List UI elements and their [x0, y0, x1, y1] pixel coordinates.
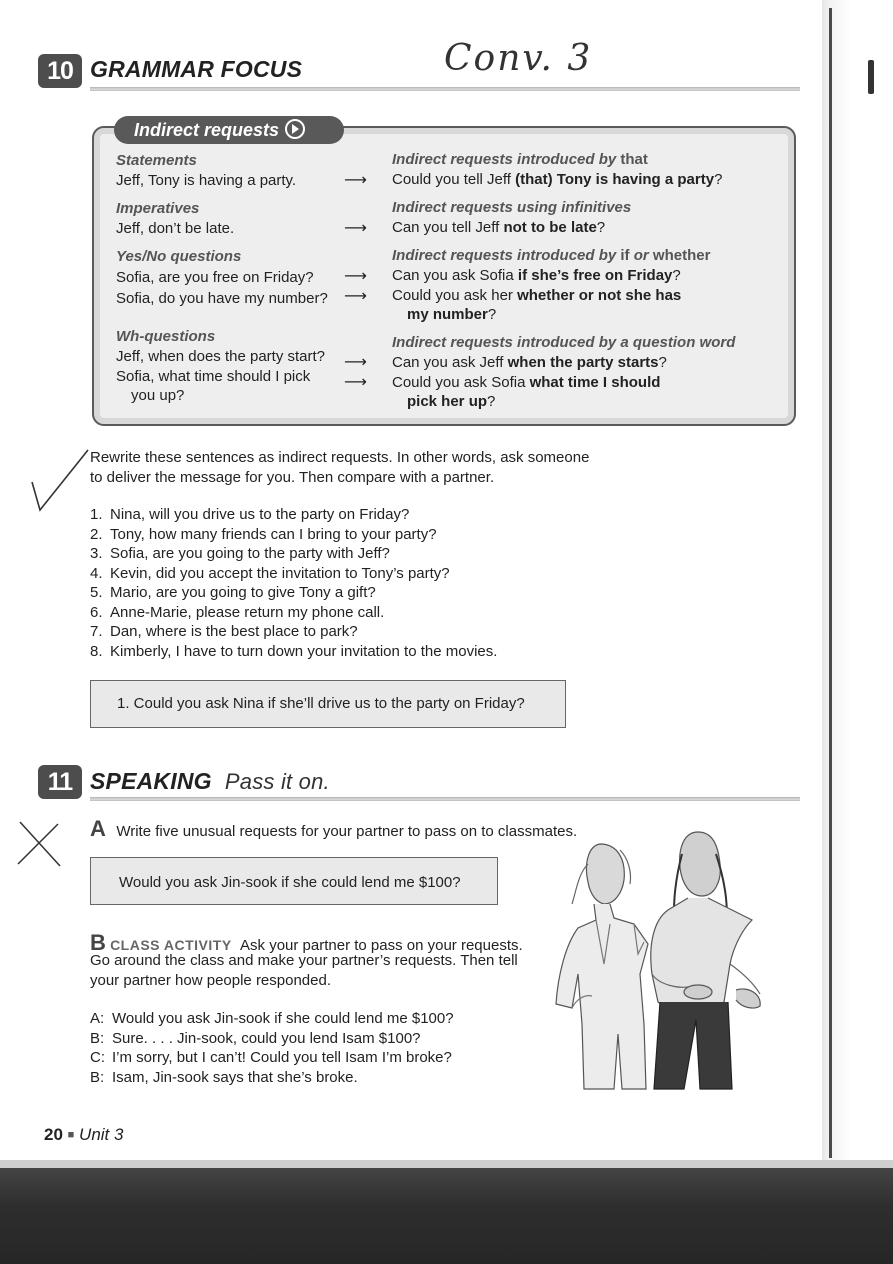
part-b-line-1: Ask your partner to pass on your requests.: [240, 937, 523, 954]
list-item: 1. Nina, will you drive us to the party on Friday?: [90, 506, 410, 523]
wh-example-1: Jeff, when does the party start?: [116, 348, 326, 365]
yesno-example-2: Sofia, do you have my number?: [116, 290, 328, 307]
part-b: [90, 930, 550, 992]
part-a: [90, 816, 577, 842]
handwritten-cross-icon: [14, 818, 66, 870]
imperatives-example: Jeff, don’t be late.: [116, 220, 235, 237]
unit-label: Unit 3: [79, 1125, 124, 1144]
dialogue-line: B: Isam, Jin-sook says that she’s broke.: [90, 1068, 358, 1086]
yesno-heading: Yes/No questions: [116, 248, 242, 265]
handwritten-note: Conv. 3: [444, 38, 593, 79]
dialogue-line: A: Would you ask Jin-sook if she could lend me $100?: [90, 1010, 454, 1027]
indirect-that-heading: Indirect requests introduced by that: [392, 151, 648, 168]
illustration-two-girls: [548, 824, 778, 1094]
handwritten-checkmark-icon: [28, 448, 94, 514]
imperatives-heading: Imperatives: [116, 200, 200, 217]
page-binding-shadow: [822, 0, 893, 1264]
wh-example-2-cont: you up?: [131, 387, 185, 404]
grammar-tab-label: Indirect requests: [134, 120, 280, 140]
indirect-infinitive-heading: Indirect requests using infinitives: [392, 199, 632, 216]
example-answer-box: [90, 680, 566, 728]
list-item: 6. Anne-Marie, please return my phone call.: [90, 603, 385, 621]
yesno-example-1: Sofia, are you free on Friday?: [116, 269, 314, 286]
play-icon[interactable]: [285, 119, 305, 139]
part-b-line-3: your partner how people responded.: [90, 972, 331, 989]
indirect-ifwhether-heading: Indirect requests introduced by if or whether: [392, 247, 711, 264]
section-divider: [90, 797, 800, 801]
part-a-example-box: [90, 857, 498, 905]
list-item: 4. Kevin, did you accept the invitation to Tony’s party?: [90, 564, 450, 582]
indirect-qword-example-2: Could you ask Sofia what time I should: [392, 374, 661, 391]
arrow-icon: ⟶: [344, 374, 367, 391]
list-item: 2. Tony, how many friends can I bring to your party?: [90, 525, 437, 543]
page-footer: [44, 1125, 123, 1145]
exercise-list: [90, 506, 650, 662]
example-answer: 1. Could you ask Nina if she’ll drive us to the party on Friday?: [117, 695, 525, 712]
list-item: 8. Kimberly, I have to turn down your invitation to the movies.: [90, 642, 498, 660]
indirect-infinitive-example: Can you tell Jeff not to be late?: [392, 219, 606, 236]
indirect-whether-example-cont: my number?: [407, 306, 497, 323]
indirect-qword-example-1: Can you ask Jeff when the party starts?: [392, 354, 667, 371]
section-number-badge: 10: [38, 54, 82, 88]
list-item: 5. Mario, are you going to give Tony a gift?: [90, 584, 376, 601]
bullet-icon: ■: [67, 1129, 75, 1141]
indirect-that-example: Could you tell Jeff (that) Tony is having a party?: [392, 171, 723, 188]
wh-heading: Wh-questions: [116, 328, 216, 345]
part-b-line-2: Go around the class and make your partner’s requests. Then tell: [90, 952, 518, 969]
section-title: GRAMMAR FOCUS: [90, 56, 303, 82]
part-b-letter: B: [90, 930, 106, 955]
dialogue-line: C: I’m sorry, but I can’t! Could you tell Isam I’m broke?: [90, 1049, 452, 1066]
arrow-icon: ⟶: [344, 288, 367, 305]
arrow-icon: ⟶: [344, 220, 367, 237]
page-binding-edge: [829, 8, 832, 1158]
part-a-instruction: Write five unusual requests for your partner to pass on to classmates.: [116, 823, 578, 840]
exercise-instruction-2: to deliver the message for you. Then compare with a partner.: [90, 469, 495, 486]
part-a-example: Would you ask Jin-sook if she could lend me $100?: [119, 874, 461, 891]
arrow-icon: ⟶: [344, 268, 367, 285]
part-a-letter: A: [90, 816, 106, 841]
wh-example-2: Sofia, what time should I pick: [116, 368, 311, 385]
section-title: SPEAKING Pass it on.: [90, 768, 330, 794]
list-item: 7. Dan, where is the best place to park?: [90, 623, 358, 640]
dialogue-line: B: Sure. . . . Jin-sook, could you lend Isam $100?: [90, 1029, 421, 1047]
indirect-qword-heading: Indirect requests introduced by a question word: [392, 334, 736, 351]
page-number: 20: [44, 1125, 63, 1144]
statements-heading: Statements: [116, 152, 197, 169]
grammar-tab[interactable]: [114, 116, 344, 144]
section-number-badge: 11: [38, 765, 82, 799]
arrow-icon: ⟶: [344, 172, 367, 189]
list-item: 3. Sofia, are you going to the party with Jeff?: [90, 545, 390, 562]
arrow-icon: ⟶: [344, 354, 367, 371]
exercise-instruction-1: Rewrite these sentences as indirect requests. In other words, ask someone: [90, 449, 590, 466]
scan-bottom-shadow: [0, 1168, 893, 1264]
dialogue: [90, 1010, 550, 1088]
indirect-qword-example-2-cont: pick her up?: [407, 393, 496, 410]
section-subtitle: Pass it on.: [224, 769, 330, 794]
page-edge-mark: [868, 60, 874, 94]
class-activity-label: CLASS ACTIVITY: [110, 937, 232, 953]
statements-example: Jeff, Tony is having a party.: [116, 172, 297, 189]
indirect-if-example: Can you ask Sofia if she’s free on Friday?: [392, 267, 681, 284]
indirect-whether-example: Could you ask her whether or not she has: [392, 287, 682, 304]
section-divider: [90, 87, 800, 91]
